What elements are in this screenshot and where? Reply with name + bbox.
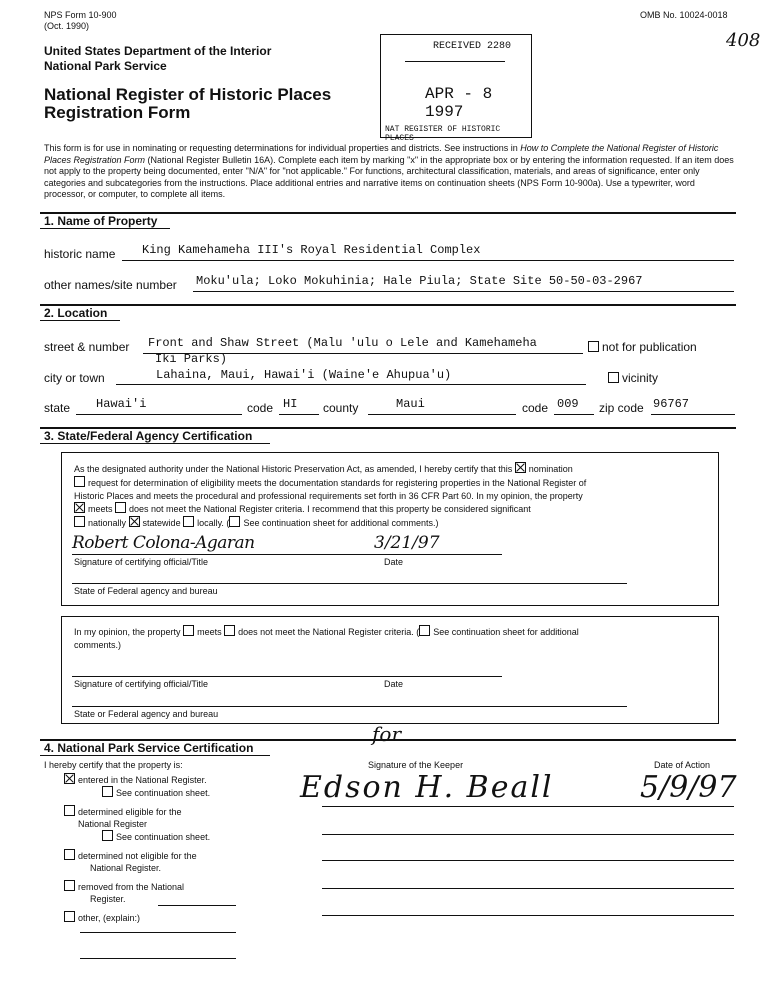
meets-checkbox[interactable] bbox=[74, 502, 85, 513]
option-determined-eligible[interactable]: determined eligible for the bbox=[64, 805, 210, 818]
certify-statement: I hereby certify that the property is: bbox=[44, 760, 183, 770]
received-stamp: RECEIVED 2280 APR - 8 1997 NAT REGISTER OF HISTORIC PLACES bbox=[380, 34, 532, 138]
signature-title-label: Signature of certifying official/Title bbox=[74, 557, 209, 567]
nationally-checkbox[interactable] bbox=[74, 516, 85, 527]
section-name-of-property: 1. Name of Property bbox=[44, 214, 158, 228]
opinion-text: In my opinion, the property meets does not meet the National Register criteria. ( See continuation sheet for additional comments.) bbox=[74, 627, 579, 650]
agency-name: United States Department of the Interior National Park Service bbox=[44, 44, 272, 73]
county-label: county bbox=[323, 401, 359, 415]
historic-name-label: historic name bbox=[44, 247, 116, 261]
locally-checkbox[interactable] bbox=[183, 516, 194, 527]
street-field[interactable]: Front and Shaw Street (Malu 'ulu o Lele and Kamehameha bbox=[148, 336, 537, 350]
nomination-checkbox[interactable] bbox=[515, 462, 526, 473]
option-not-eligible-line2: National Register. bbox=[90, 863, 162, 873]
opinion-agency-label: State or Federal agency and bureau bbox=[74, 709, 219, 719]
county-code-label: code bbox=[522, 401, 549, 415]
vicinity-checkbox[interactable]: vicinity bbox=[608, 371, 658, 385]
historic-name-field[interactable]: King Kamehameha III's Royal Residential Complex bbox=[142, 243, 481, 257]
county-code-field[interactable]: 009 bbox=[557, 397, 579, 411]
opinion-signature-label: Signature of certifying official/Title bbox=[74, 679, 209, 689]
form-number: NPS Form 10-900 (Oct. 1990) bbox=[44, 10, 117, 31]
option-entered[interactable]: entered in the National Register. bbox=[64, 773, 210, 786]
option-other[interactable]: other, (explain:) bbox=[64, 911, 210, 924]
opinion-does-not-meet-checkbox[interactable] bbox=[224, 625, 235, 636]
certifying-signature: Robert Colona-Agaran bbox=[72, 533, 255, 553]
opinion-meets-checkbox[interactable] bbox=[183, 625, 194, 636]
option-entered-continuation[interactable]: See continuation sheet. bbox=[64, 786, 210, 799]
zip-field[interactable]: 96767 bbox=[653, 397, 690, 411]
street-label: street & number bbox=[44, 340, 130, 354]
other-names-field[interactable]: Moku'ula; Loko Mokuhinia; Hale Piula; State Site 50-50-03-2967 bbox=[196, 274, 643, 288]
option-removed-line2: Register. bbox=[90, 894, 126, 904]
action-date: 5/9/97 bbox=[640, 770, 737, 805]
section-nps-certification: 4. National Park Service Certification bbox=[44, 741, 254, 755]
date-label: Date bbox=[384, 557, 404, 567]
other-names-label: other names/site number bbox=[44, 278, 177, 292]
instructions-paragraph: This form is for use in nominating or requesting determinations for individual properties and districts. See instructions in How to Complete the National Register of Historic Places Registration Form (National Register Bulletin 16A). Complete each item by marking "x" in the appropriate box or by entering the information requested. If an item does not apply to the property being documented, enter "N/A" for "not applicable." For functions, architectural classification, materials, and areas of significance, enter only categories and subcategories from the instructions. Place additional entries and narrative items on continuation sheets (NPS Form 10-900a). Use a typewriter, word processor, or computer, to complete all items. bbox=[44, 143, 734, 199]
not-for-publication-checkbox[interactable]: not for publication bbox=[588, 340, 697, 354]
state-code-field[interactable]: HI bbox=[283, 397, 298, 411]
agency-bureau-label: State of Federal agency and bureau bbox=[74, 586, 218, 596]
certification-box-1 bbox=[61, 452, 719, 606]
page-mark: 408 bbox=[726, 30, 761, 51]
state-label: state bbox=[44, 401, 71, 415]
certification-text: As the designated authority under the National Historic Preservation Act, as amended, I hereby certify that this nomination request for determination of eligibility meets the documentation standards for registering properties in the National Register of Historic Places and meets the procedural and professional requirements set forth in 36 CFR Part 60. In my opinion, the property meets does not meet the National Register criteria. I recommend that this property be considered significant nationally statewide locally. ( See continuation sheet for additional comments.) bbox=[74, 464, 587, 529]
keeper-signature-label: Signature of the Keeper bbox=[368, 760, 464, 770]
omb-number: OMB No. 10024-0018 bbox=[640, 10, 728, 20]
state-code-label: code bbox=[247, 401, 274, 415]
form-title: National Register of Historic Places Registration Form bbox=[44, 85, 332, 122]
option-eligible-continuation[interactable]: See continuation sheet. bbox=[64, 830, 210, 843]
option-not-eligible[interactable]: determined not eligible for the bbox=[64, 849, 210, 862]
option-removed[interactable]: removed from the National bbox=[64, 880, 210, 893]
nps-options bbox=[64, 773, 210, 924]
state-field[interactable]: Hawai'i bbox=[96, 397, 147, 411]
city-field[interactable]: Lahaina, Maui, Hawai'i (Waine'e Ahupua'u) bbox=[156, 368, 452, 382]
opinion-continuation-checkbox[interactable] bbox=[419, 625, 430, 636]
certification-box-2 bbox=[61, 616, 719, 724]
section-location: 2. Location bbox=[44, 306, 108, 320]
does-not-meet-checkbox[interactable] bbox=[115, 502, 126, 513]
zip-label: zip code bbox=[599, 401, 644, 415]
request-determination-checkbox[interactable] bbox=[74, 476, 85, 487]
section-state-federal-certification: 3. State/Federal Agency Certification bbox=[44, 429, 253, 443]
continuation-checkbox[interactable] bbox=[229, 516, 240, 527]
statewide-checkbox[interactable] bbox=[129, 516, 140, 527]
keeper-signature: Edson H. Beall bbox=[300, 770, 554, 805]
option-determined-eligible-line2: National Register bbox=[78, 819, 148, 829]
certifying-date: 3/21/97 bbox=[374, 533, 440, 553]
opinion-date-label: Date bbox=[384, 679, 404, 689]
date-of-action-label: Date of Action bbox=[654, 760, 711, 770]
city-label: city or town bbox=[44, 371, 105, 385]
keeper-for-mark: for bbox=[372, 722, 402, 746]
county-field[interactable]: Maui bbox=[396, 397, 425, 411]
street-field-continued: Iki Parks) bbox=[155, 352, 228, 366]
